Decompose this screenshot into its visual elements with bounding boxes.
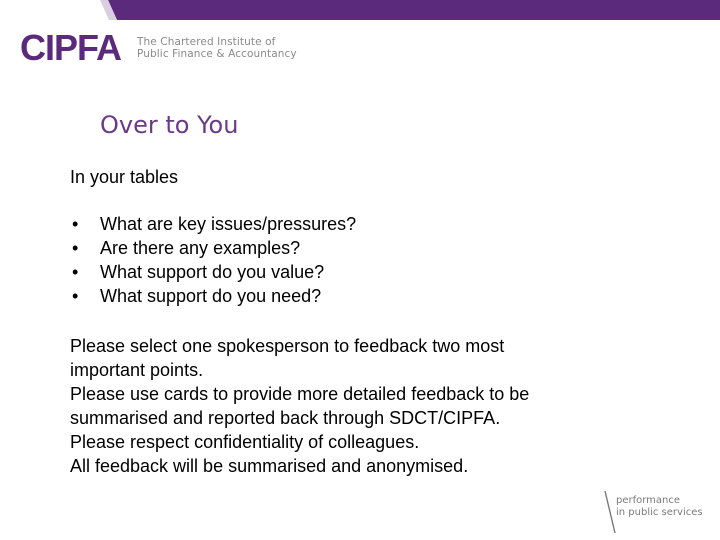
footer-line-2: in public services xyxy=(616,507,703,518)
instructions-block xyxy=(70,334,630,478)
bullet-icon: • xyxy=(72,214,79,234)
instruction-line: Please use cards to provide more detailed feedback to be xyxy=(70,384,530,404)
list-item-text: What are key issues/pressures? xyxy=(100,214,357,234)
list-item-text: What support do you need? xyxy=(100,286,322,306)
footer-logo xyxy=(604,490,714,534)
list-item xyxy=(70,260,356,284)
header-band xyxy=(0,0,720,20)
slide-title: Over to You xyxy=(100,111,239,139)
list-item xyxy=(70,236,356,260)
bullet-icon: • xyxy=(72,238,79,258)
list-item xyxy=(70,284,356,308)
logo-wordmark: CIPFA xyxy=(20,27,122,68)
question-list xyxy=(70,212,356,308)
instruction-line: Please select one spokesperson to feedback two most xyxy=(70,336,505,356)
bullet-icon: • xyxy=(72,286,79,306)
instruction-line: important points. xyxy=(70,360,204,380)
bullet-icon: • xyxy=(72,262,79,282)
logo-tagline-line-1: The Chartered Institute of xyxy=(137,36,276,48)
logo-tagline-line-2: Public Finance & Accountancy xyxy=(137,48,297,60)
instruction-line: All feedback will be summarised and anonymised. xyxy=(70,456,469,476)
instruction-line: Please respect confidentiality of colleagues. xyxy=(70,432,420,452)
instruction-line: summarised and reported back through SDCT/CIPFA. xyxy=(70,408,501,428)
footer-tagline xyxy=(616,495,703,519)
list-item xyxy=(70,212,356,236)
footer-line-1: performance xyxy=(616,495,681,506)
list-item-text: What support do you value? xyxy=(100,262,325,282)
logo-tagline xyxy=(137,36,297,60)
intro-text: In your tables xyxy=(70,167,179,187)
cipfa-logo xyxy=(20,26,297,70)
list-item-text: Are there any examples? xyxy=(100,238,301,258)
